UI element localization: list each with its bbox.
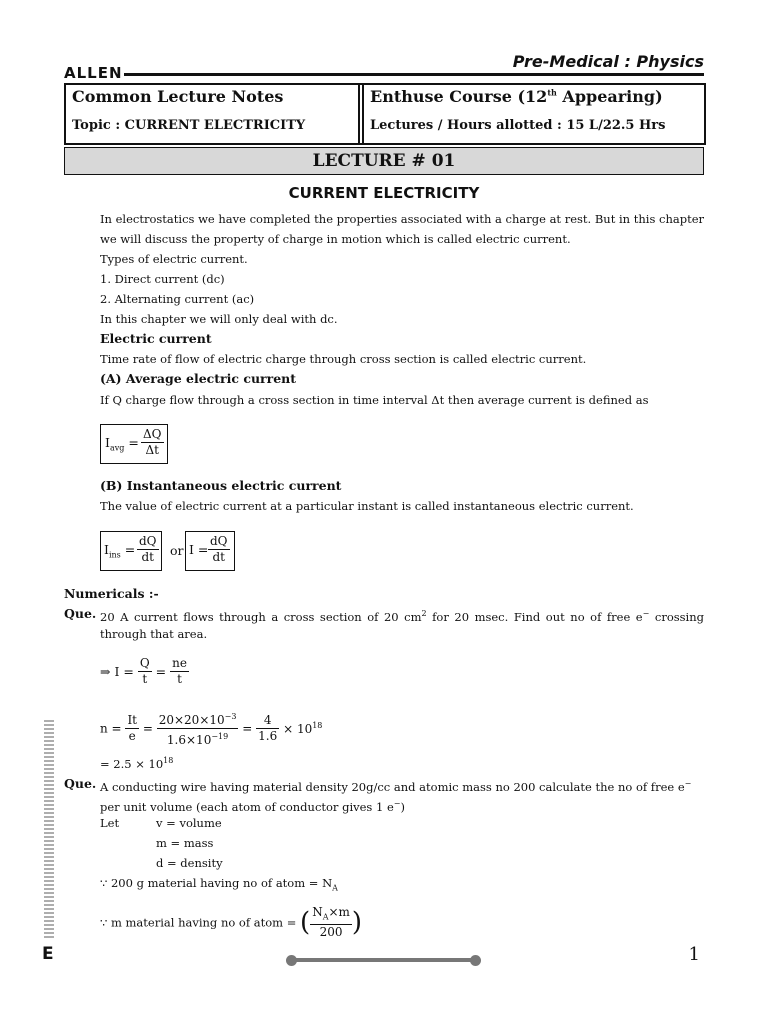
intro-line-2: we will discuss the property of charge in motion which is called electric current. — [100, 232, 571, 246]
course-cell — [362, 85, 706, 143]
volume-definition: v = volume — [156, 816, 222, 830]
question-1-result: = $2.5 \times 10^{18}$ — [100, 756, 174, 771]
question-1-text-cont: through that area. — [100, 627, 208, 641]
average-current-heading: (A) Average electric current — [100, 371, 297, 386]
only-dc-line: In this chapter we will only deal with dc. — [100, 312, 338, 326]
lecture-notes-cell — [66, 85, 360, 143]
lecture-number-bar: LECTURE # 01 — [64, 147, 704, 175]
instantaneous-current-heading: (B) Instantaneous electric current — [100, 478, 342, 493]
footer-bar-right-dot — [470, 955, 481, 966]
question-2-text-cont: per unit volume (each atom of conductor gives 1 e−) — [100, 799, 405, 814]
subject-title: Pre-Medical : Physics — [512, 52, 704, 71]
electric-current-definition: Time rate of flow of electric charge through cross section is called electric current. — [100, 352, 587, 366]
course-header-box — [64, 83, 706, 145]
notes-title: Common Lecture Notes — [72, 87, 284, 106]
electric-current-heading: Electric current — [100, 331, 212, 346]
question-2-label: Que. — [64, 776, 97, 791]
brand-logo: ALLEN — [64, 64, 123, 82]
type-dc: 1. Direct current (dc) — [100, 272, 225, 286]
chapter-heading: CURRENT ELECTRICITY — [288, 184, 480, 202]
footer-bar-left-dot — [286, 955, 297, 966]
footer-letter: E — [42, 944, 54, 964]
question-1-text: 20 A current flows through a cross section of 20 $cm^2$ for 20 msec. Find out no of free e− crossing — [100, 609, 704, 624]
header-rule — [124, 73, 704, 76]
average-current-definition: If Q charge flow through a cross section in time interval Δt then average current is defined as — [100, 393, 649, 407]
instantaneous-current-definition: The value of electric current at a particular instant is called instantaneous electric current. — [100, 499, 634, 513]
let-label: Let — [100, 816, 120, 830]
or-text: or — [170, 543, 184, 558]
page-number: 1 — [688, 944, 700, 965]
margin-copyright-strip — [44, 720, 54, 940]
question-2-text: A conducting wire having material density 20g/cc and atomic mass no 200 calculate the no of free e− — [100, 779, 692, 794]
current-derivative-formula: I = $\frac{dQ}{dt}$ — [185, 531, 235, 571]
types-line: Types of electric current. — [100, 252, 248, 266]
mass-definition: m = mass — [156, 836, 214, 850]
instantaneous-current-formula: $I_{ins}$ = $\frac{dQ}{dt}$ — [100, 531, 162, 571]
numericals-heading: Numericals :- — [64, 586, 159, 601]
lectures-allotted: Lectures / Hours allotted : 15 L/22.5 Hrs — [370, 118, 666, 133]
atoms-in-m-material: ∵ m material having no of atom = ( $\frac{N_A\times m}{200}$ ) — [100, 905, 363, 940]
intro-line-1: In electrostatics we have completed the properties associated with a charge at rest. But in this chapter — [100, 212, 704, 226]
topic-label: Topic : CURRENT ELECTRICITY — [72, 118, 306, 133]
course-title: Enthuse Course (12th Appearing) — [370, 87, 663, 106]
type-ac: 2. Alternating current (ac) — [100, 292, 255, 306]
density-definition: d = density — [156, 856, 223, 870]
atoms-in-200g: ∵ 200 g material having no of atom = $N_A$ — [100, 876, 338, 893]
question-1-label: Que. — [64, 606, 97, 621]
current-formula-step: ⇒ I = $\frac{Q}{t}$ = $\frac{ne}{t}$ — [100, 656, 187, 686]
electron-count-step: n = $\frac{It}{e}$ = $\frac{20\times 20\times 10^{-3}}{1.6\times 10^{-19}}$ = $\frac{4}{1.6}$ × $10^{18}$ — [100, 709, 322, 748]
footer-bar — [290, 958, 476, 962]
average-current-formula: $I_{avg}$ = $\frac{\Delta Q}{\Delta t}$ — [100, 424, 168, 464]
